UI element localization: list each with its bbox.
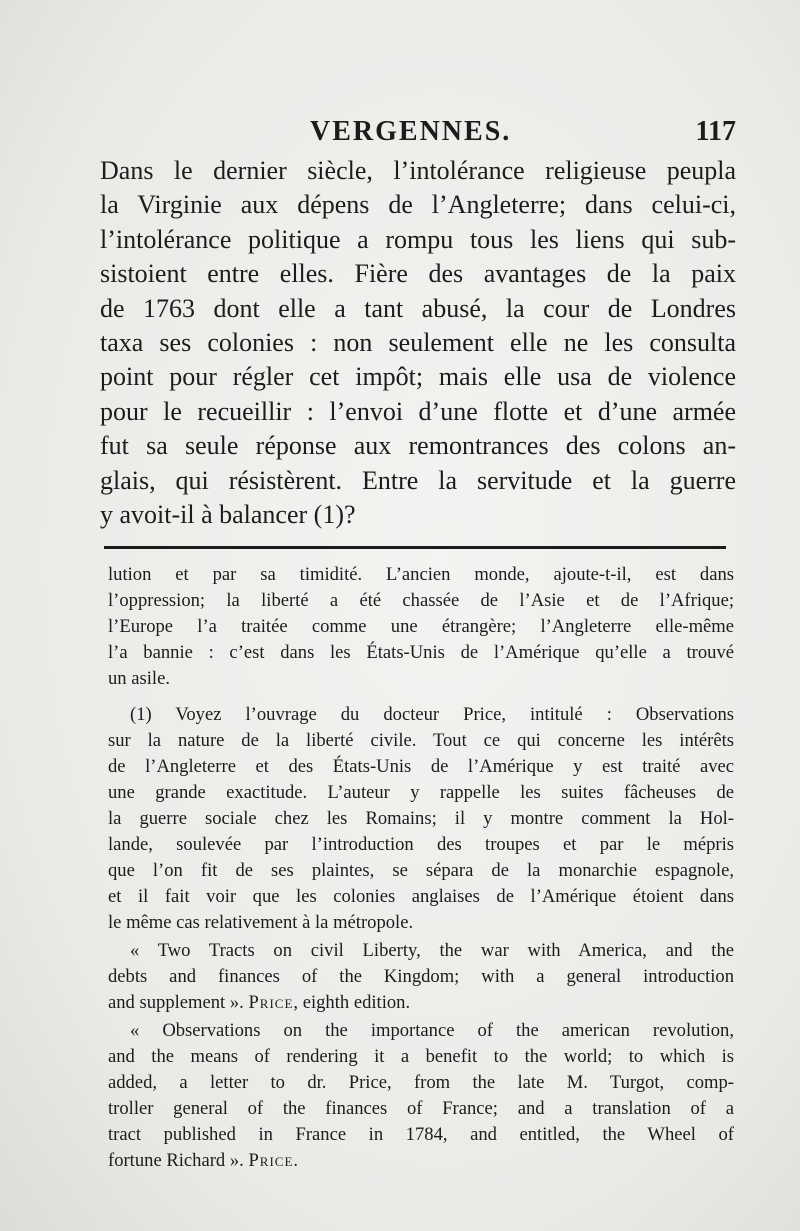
footnote-line: l’Europe l’a traitée comme une étrangère; l’Angleterre elle-même [108, 616, 734, 637]
text-line: de 1763 dont elle a tant abusé, la cour de Londres [100, 293, 736, 323]
footnote-line: (1) Voyez l’ouvrage du docteur Price, intitulé : Observations [130, 704, 734, 725]
text-line: taxa ses colonies : non seulement elle ne les consulta [100, 328, 736, 358]
footnote-line: que l’on fit de ses plaintes, se sépara de la monarchie espagnole, [108, 860, 734, 881]
text-line: fut sa seule réponse aux remontrances des colons an- [100, 431, 736, 461]
footnote-line: « Observations on the importance of the american revolution, [130, 1020, 734, 1041]
footnote-line: l’oppression; la liberté a été chassée de l’Asie et de l’Afrique; [108, 590, 734, 611]
footnote-line: troller general of the finances of France; and a translation of a [108, 1098, 734, 1119]
author-name: Price [248, 992, 294, 1013]
footnote-line: la guerre sociale chez les Romains; il y montre comment la Hol- [108, 808, 734, 829]
footnote-line: et il fait voir que les colonies anglaises de l’Amérique étoient dans [108, 886, 734, 907]
text-line: Dans le dernier siècle, l’intolérance religieuse peupla [100, 156, 736, 185]
footnote-line: un asile. [108, 668, 170, 689]
footnote-line [108, 990, 734, 1016]
footnote-line: tract published in France in 1784, and entitled, the Wheel of [108, 1124, 734, 1145]
footnote-divider [104, 546, 726, 549]
running-title: VERGENNES. [310, 116, 512, 147]
text-line: sistoient entre elles. Fière des avantages de la paix [100, 259, 736, 289]
main-paragraph [100, 154, 736, 532]
text-line: glais, qui résistèrent. Entre la servitude et la guerre [100, 465, 736, 495]
footnote-line: sur la nature de la liberté civile. Tout ce qui concerne les intérêts [108, 730, 734, 751]
text-line: y avoit-il à balancer (1)? [100, 500, 356, 530]
quote-text: fortune Richard ». [108, 1150, 244, 1171]
text-line: l’intolérance politique a rompu tous les liens qui sub- [100, 224, 736, 254]
footnote-line: lution et par sa timidité. L’ancien monde, ajoute-t-il, est dans [108, 564, 734, 585]
text-line: point pour régler cet impôt; mais elle usa de violence [100, 362, 736, 392]
footnote-line: and the means of rendering it a benefit to the world; to which is [108, 1046, 734, 1067]
footnote-line: added, a letter to dr. Price, from the late M. Turgot, comp- [108, 1072, 734, 1093]
footnote-1 [108, 702, 734, 936]
footnote-line [108, 1148, 734, 1174]
quoted-title-two-tracts [108, 938, 734, 1016]
footnote-line: une grande exactitude. L’auteur y rappelle les suites fâcheuses de [108, 782, 734, 803]
footnote-line: « Two Tracts on civil Liberty, the war with America, and the [130, 940, 734, 961]
quote-text: and supplement ». [108, 992, 244, 1013]
quoted-title-observations [108, 1018, 734, 1174]
footnote-line: de l’Angleterre et des États-Unis de l’Amérique y est traité avec [108, 756, 734, 777]
continued-footnote [108, 562, 734, 692]
footnote-line: lande, soulevée par l’introduction des troupes et par le mépris [108, 834, 734, 855]
edition-note: , eighth edition. [293, 992, 411, 1013]
quote-end: . [293, 1150, 299, 1171]
footnote-line: debts and finances of the Kingdom; with a general introduction [108, 966, 734, 987]
text-line: pour le recueillir : l’envoi d’une flotte et d’une armée [100, 396, 736, 426]
running-head [100, 116, 736, 152]
footnote-line: le même cas relativement à la métropole. [108, 912, 414, 933]
author-name: Price [248, 1150, 294, 1171]
footnote-line: l’a bannie : c’est dans les États-Unis de l’Amérique qu’elle a trouvé [108, 642, 734, 663]
text-line: la Virginie aux dépens de l’Angleterre; dans celui-ci, [100, 190, 736, 220]
page-number: 117 [695, 116, 736, 147]
